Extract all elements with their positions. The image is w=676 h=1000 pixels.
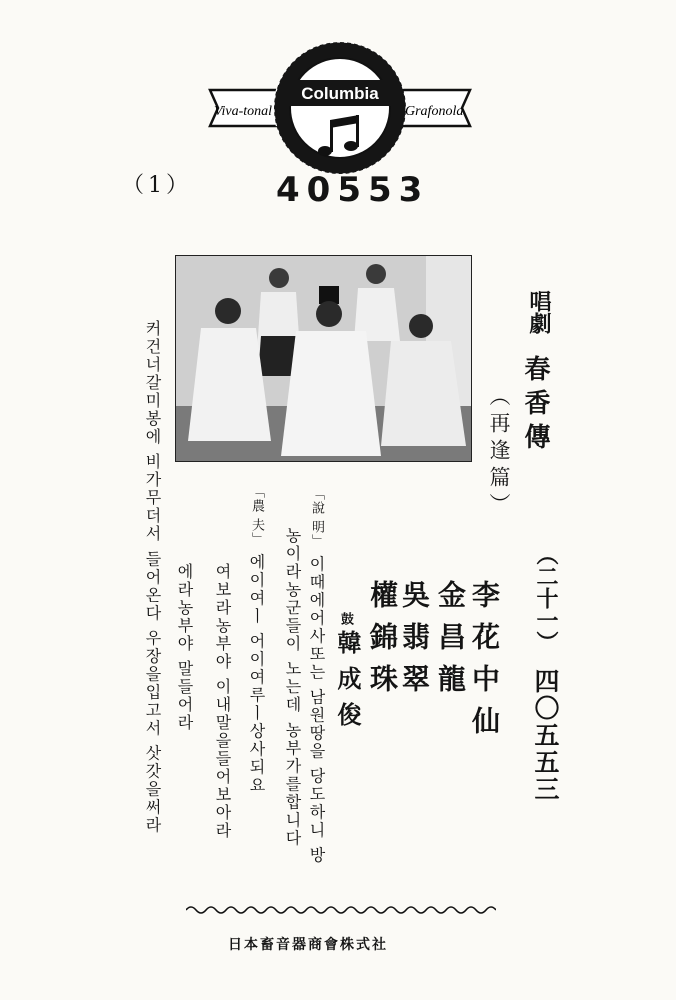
banner-left-text: Viva-tonal: [214, 104, 273, 119]
speaker-label: 「農 夫」: [249, 485, 264, 547]
cast-member: 李花中仙: [468, 580, 501, 748]
title-main: 春香傳: [520, 355, 550, 457]
lyric-line: 에라농부야 말들어라: [175, 563, 194, 733]
footer-wavy-rule: [186, 900, 496, 920]
lyric-line: 커건너갈미봉에 비가무더서 들어온다 우장을입고서 삿갓을써라: [143, 320, 162, 835]
cast-member: 吳翡翠: [398, 580, 431, 706]
columbia-logo: [200, 38, 480, 188]
lyric-text: 에이여ㅣ 어이여루ㅣ상사되요: [247, 553, 266, 795]
lyric-line: [308, 487, 324, 865]
speaker-label: 「說 明」: [309, 487, 324, 549]
lyric-line: 여보라농부야 이내말을들어보아라: [213, 563, 232, 841]
part-number: （二十一）: [533, 543, 559, 653]
accompanist-name: 韓成俊: [333, 630, 362, 738]
brand-name: Columbia: [301, 84, 379, 103]
cast-member: 權錦珠: [366, 580, 399, 706]
banner-right-text: Grafonola: [405, 104, 464, 119]
lyric-text: 이때에어사또는 남원땅을 당도하니 방: [307, 555, 326, 865]
performers-photo: [175, 255, 472, 462]
cast-member: 金昌龍: [434, 580, 467, 706]
lyric-line: [248, 485, 264, 794]
lyric-line: 농이라농군들이 노는데 농부가를합니다: [283, 527, 302, 848]
title-subtitle: （再逢篇）: [487, 385, 511, 520]
publisher-name: 日本畜音器商會株式社: [228, 937, 388, 953]
record-number-vertical: 四〇五五三: [531, 668, 560, 803]
genre-label: 唱劇: [526, 290, 552, 334]
accompanist-role: 鼓: [338, 612, 353, 625]
page-marker: （1）: [122, 173, 192, 198]
record-number: 40553: [276, 170, 430, 210]
